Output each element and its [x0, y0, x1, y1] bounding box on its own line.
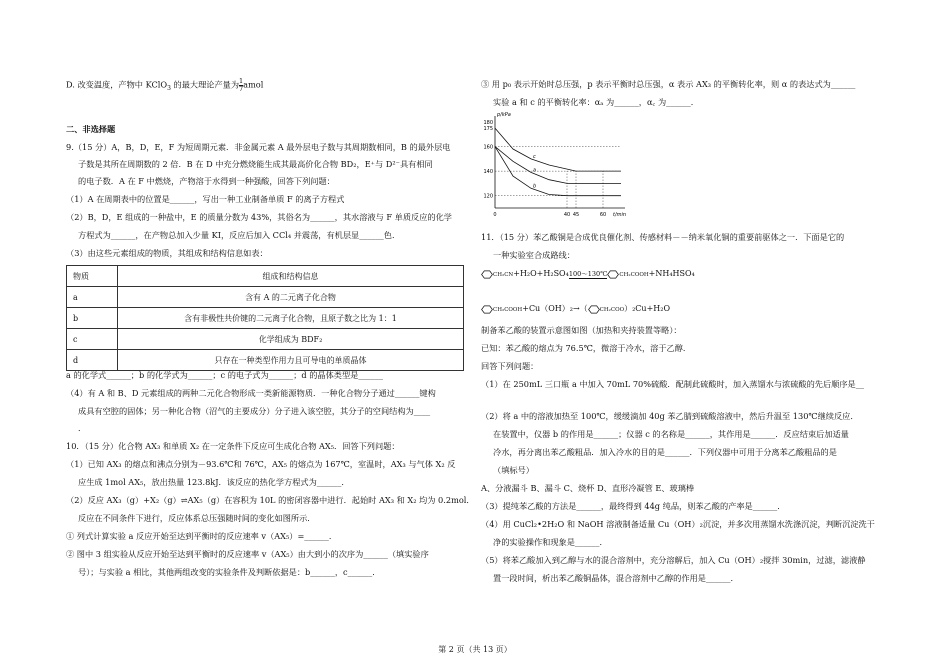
q11-body-line: 制备苯乙酸的装置示意图如图（加热和夹持装置等略）： — [481, 325, 682, 335]
benzene-ring-icon — [607, 270, 619, 279]
table-cell: c — [67, 329, 118, 350]
q9-line: 9.（15 分）A，B，D，E，F 为短周期元素．非金属元素 A 最外层电子数与其周期数相同，B 的最外层电 — [66, 142, 451, 152]
benzene-ring-icon — [481, 305, 493, 314]
q10-line: 10．（15 分）化合物 AX₃ 和单质 X₂ 在一定条件下反应可生成化合物 AX₅．回答下列问题： — [66, 441, 400, 451]
reaction-2 — [481, 303, 670, 316]
q8d-unit: amol — [243, 79, 264, 90]
table-cell: 含有 A 的二元离子化合物 — [118, 287, 464, 308]
q11-body-line: （4）用 CuCl₂•2H₂O 和 NaOH 溶液制备适量 Cu（OH）₂沉淀，并多次用蒸馏水洗涤沉淀，判断沉淀洗干 — [481, 519, 875, 529]
series-line-c — [495, 128, 621, 174]
q9-line: 方程式为______，在产物总加入少量 KI，反应后加入 CCl₄ 并震荡，有机层显______色． — [78, 230, 401, 240]
benzene-ring-icon — [481, 270, 493, 279]
table-row — [67, 329, 464, 350]
q10-3-line: 实验 a 和 c 的平衡转化率：αₐ 为______，α꜀ 为______． — [493, 97, 699, 107]
q11-body-line: （5）将苯乙酸加入到乙醇与水的混合溶剂中，充分溶解后，加入 Cu（OH）₂搅拌 30min，过滤，滤液静 — [481, 555, 866, 565]
x-tick-label: 45 — [572, 212, 580, 218]
table-cell: d — [67, 350, 118, 371]
x-tick-label: 0 — [493, 212, 497, 218]
q10-line: 号）；与实验 a 相比，其他两组改变的实验条件及判断依据是：b______，c______． — [78, 567, 381, 577]
q9-after-line: 成具有空腔的固体；另一种化合物（沼气的主要成分）分子进入该空腔，其分子的空间结构为____ — [78, 406, 431, 416]
q9-line: （3）由这些元素组成的物质，其组成和结构信息如表： — [66, 248, 268, 258]
y-tick-label: 120 — [483, 193, 493, 200]
table-header-row — [67, 266, 464, 287]
q10-3-line: ③ 用 p₀ 表示开始时总压强，p 表示平衡时总压强，α 表示 AX₃ 的平衡转化率，则 α 的表达式为______ — [481, 79, 856, 89]
q11-options-line: A、分液漏斗 B、漏斗 C、烧杯 D、直形冷凝管 E、玻璃棒 — [481, 483, 695, 493]
x-tick-label: 60 — [599, 212, 607, 218]
arrow-line — [569, 278, 608, 281]
series-label-a: a — [533, 167, 537, 174]
q9-line: （2）B，D，E 组成的一种盐中，E 的质量分数为 43%，其俗名为______，其水溶液与 F 单质反应的化学 — [66, 212, 452, 222]
q11-body-line: 净的实验操作和现象是______． — [493, 537, 608, 547]
rxn1-mid: +H₂O+H₂SO₄ — [513, 269, 569, 278]
q10-line: ② 图中 3 组实验从反应开始至达到平衡时的反应速率 v（AX₅）由大到小的次序为______（填实验序 — [66, 549, 429, 559]
info-table — [66, 265, 464, 371]
table-cell: 化学组成为 BDF₂ — [118, 329, 464, 350]
rxn1-product: CH₂COOH — [619, 272, 649, 278]
table-cell: 只存在一种类型作用力且可导电的单质晶体 — [118, 350, 464, 371]
q9-after-line: a 的化学式______；b 的化学式为______；c 的电子式为______；d 的晶体类型是______ — [66, 370, 383, 380]
q10-line: ① 列式计算实验 a 反应开始至达到平衡时的反应速率 v（AX₅）=______． — [66, 531, 338, 541]
q9-line: （1）A 在周期表中的位置是______，写出一种工业制备单质 F 的离子方程式 — [66, 194, 345, 204]
table-row — [67, 350, 464, 371]
q10-line: 反应在不同条件下进行，反应体系总压强随时间的变化如图所示． — [78, 513, 316, 523]
q11-body-line: （2）将 a 中的溶液加热至 100℃，缓缓滴加 40g 苯乙腈到硫酸溶液中，然后升温至 130℃继续反应． — [481, 411, 859, 421]
y-tick-label: 175 — [483, 125, 493, 132]
q10-line: 应生成 1mol AX₅，放出热量 123.8kJ．该反应的热化学方程式为______． — [78, 477, 350, 487]
y-axis-label: p/kPa — [497, 112, 511, 118]
rxn2-reactant: CH₂COOH — [493, 307, 523, 313]
benzene-ring-icon — [588, 305, 600, 314]
y-tick-label: 140 — [483, 168, 493, 175]
q11-body-line: 已知：苯乙酸的熔点为 76.5℃，微溶于冷水，溶于乙醇． — [481, 343, 692, 353]
q9-after-line: ． — [78, 423, 87, 433]
series-label-b: b — [533, 183, 537, 190]
table-cell: 含有非极性共价键的二元离子化合物，且原子数之比为 1：1 — [118, 308, 464, 329]
chart-root — [483, 112, 626, 218]
q11-body-line: 置一段时间，析出苯乙酸铜晶体，混合溶剂中乙醇的作用是______． — [493, 573, 739, 583]
table-header-cell: 物质 — [67, 266, 118, 287]
q11-body-line: 在装置中，仪器 b 的作用是______；仪器 c 的名称是______，其作用是______．反应结束后加适量 — [493, 429, 849, 439]
pressure-chart — [481, 110, 631, 220]
page-footer: 第 2 页（共 13 页） — [438, 645, 512, 654]
series-label-c: c — [533, 153, 536, 160]
y-tick-label: 180 — [483, 119, 493, 126]
table-row — [67, 308, 464, 329]
rxn2-mid: +Cu（OH）₂→（ — [522, 304, 588, 313]
rxn1-arrow — [569, 270, 608, 281]
rxn2-tail: ）₂Cu+H₂O — [624, 304, 671, 313]
q10-line: （2）反应 AX₃（g）+X₂（g）⇌AX₅（g）在容积为 10L 的密闭容器中进行．起始时 AX₃ 和 X₂ 均为 0.2mol． — [66, 495, 475, 505]
q11-body-line: 回答下列问题： — [481, 361, 539, 371]
q8d-sub: 3 — [167, 85, 171, 93]
table-cell: b — [67, 308, 118, 329]
rxn2-product: CH₂COO — [599, 307, 625, 313]
rxn1-reactant: CH₂CN — [493, 272, 514, 278]
q8d-tail: 的最大理论产量为 — [170, 79, 240, 90]
y-tick-label: 160 — [483, 144, 493, 151]
q8-option-d — [66, 78, 263, 95]
x-tick-label: 40 — [563, 212, 571, 218]
rxn1-tail: +NH₄HSO₄ — [648, 269, 695, 278]
q11-body-line: （3）提纯苯乙酸的方法是______，最终得到 44g 纯品，则苯乙酸的产率是______． — [481, 501, 786, 511]
q9-line: 子数是其所在周期数的 2 倍．B 在 D 中充分燃烧能生成其最高价化合物 BD₂，E⁺与 D²⁻具有相同 — [78, 159, 433, 169]
q9-after-line: （4）有 A 和 B、D 元素组成的两种二元化合物形成一类新能源物质．一种化合物分子通过______键构 — [66, 388, 436, 398]
fraction-denominator: 7 — [239, 85, 244, 93]
table-header-cell: 组成和结构信息 — [118, 266, 464, 287]
section-title: 二、非选择题 — [66, 124, 116, 134]
rxn1-condition: 100～130℃ — [568, 270, 608, 278]
q11-line: 11．（15 分）苯乙酸铜是合成优良催化剂、传感材料－－纳米氧化铜的重要前驱体之一．下面是它的 — [481, 232, 845, 242]
reaction-1 — [481, 268, 695, 281]
q11-body-line: （1）在 250mL 三口瓶 a 中加入 70mL 70%硫酸．配制此硫酸时，加入蒸馏水与浓硫酸的先后顺序是__ — [481, 379, 864, 389]
series-line-a — [495, 147, 621, 184]
q11-body-line: 冷水，再分离出苯乙酸粗品．加入冷水的目的是______．下列仪器中可用于分离苯乙酸粗品的是 — [493, 447, 837, 457]
table-row — [67, 287, 464, 308]
q9-line: 的电子数．A 在 F 中燃烧，产物溶于水得到一种强酸，回答下列问题： — [78, 176, 335, 186]
q11-body-line: （填标号） — [493, 465, 534, 475]
q8d-text: D. 改变温度，产物中 KClO — [66, 79, 168, 90]
fraction-numerator: 1 — [239, 77, 244, 85]
q11-line: 一种实验室合成路线： — [493, 250, 575, 260]
x-axis-label: t/min — [613, 212, 627, 218]
table-cell: a — [67, 287, 118, 308]
q10-line: （1）已知 AX₃ 的熔点和沸点分别为－93.6℃和 76℃，AX₅ 的熔点为 167℃，室温时，AX₃ 与气体 X₂ 反 — [66, 459, 456, 469]
